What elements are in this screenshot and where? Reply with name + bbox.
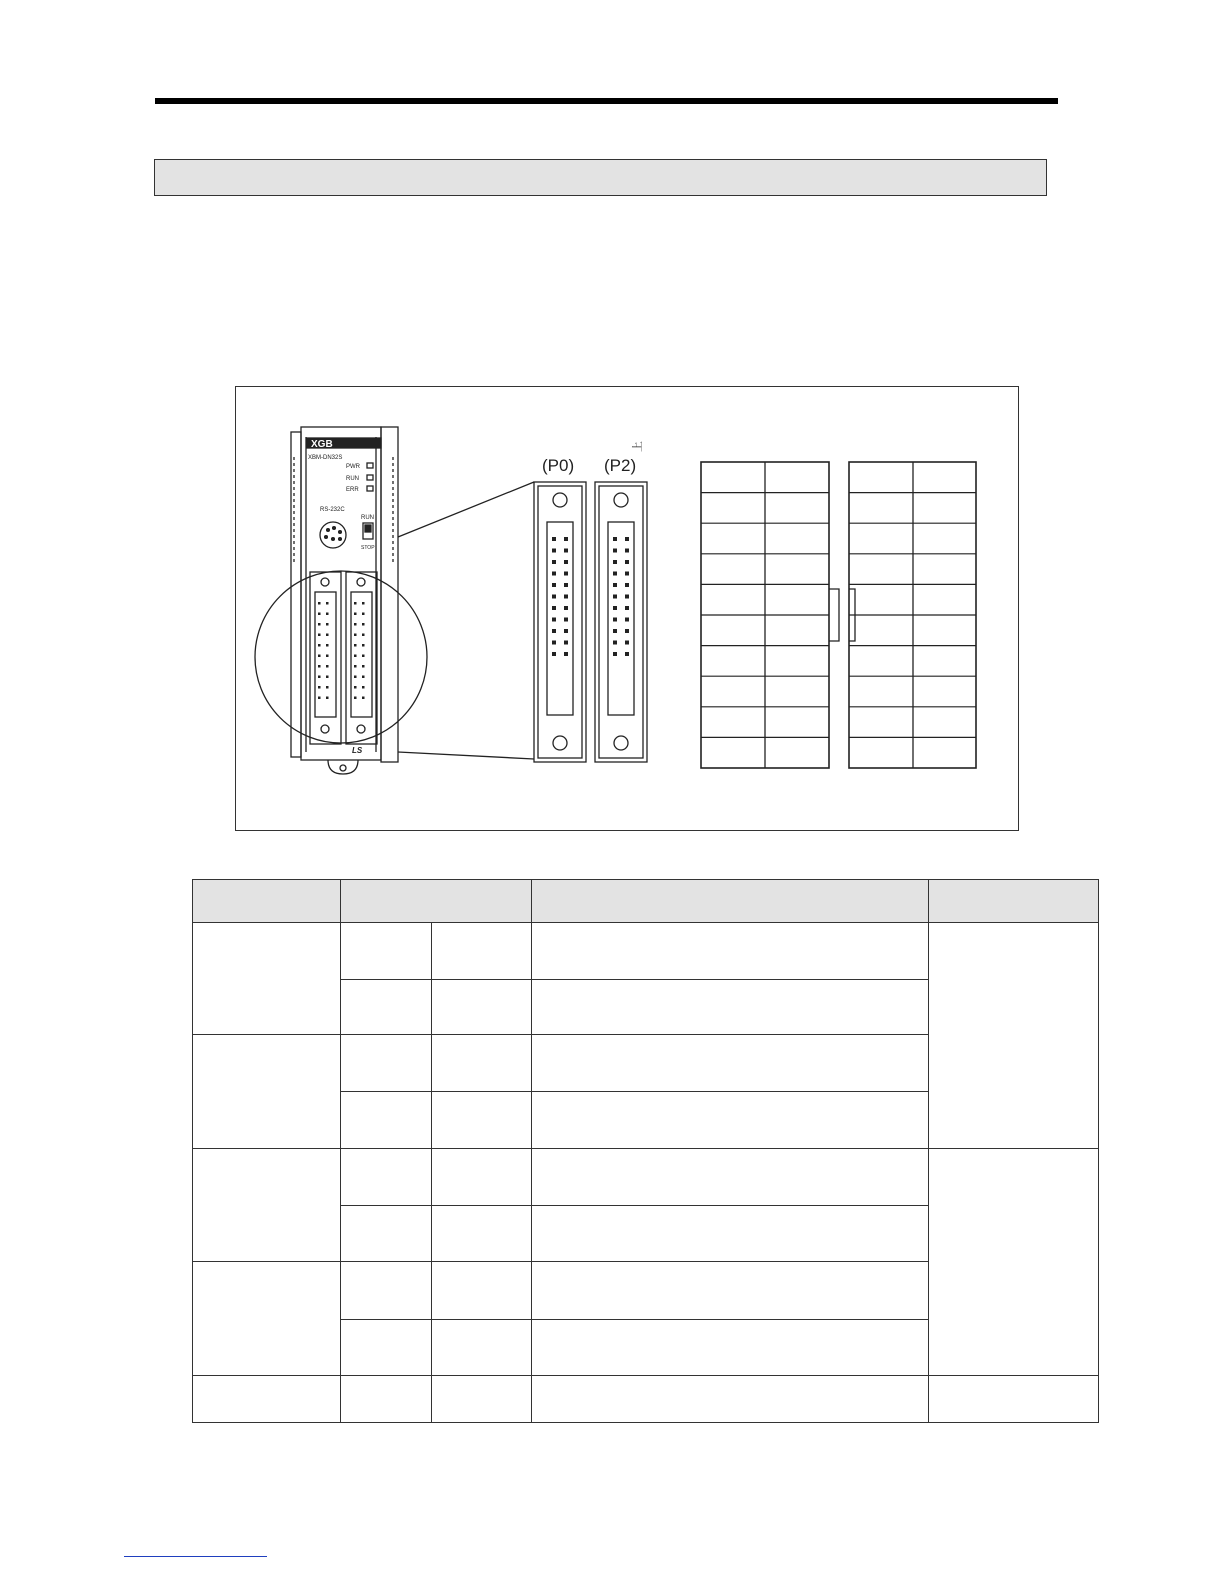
pin-dot	[625, 549, 629, 553]
plc-module-drawing	[255, 427, 534, 774]
table-cell	[432, 1376, 532, 1423]
table-cell	[341, 980, 432, 1035]
pin-dot	[564, 641, 568, 645]
pin-dot	[362, 697, 365, 700]
pin-dot	[318, 655, 321, 658]
pin-dot	[552, 537, 556, 541]
pin-dot	[613, 560, 617, 564]
pin-dot	[354, 613, 357, 616]
led-run-label: RUN	[346, 476, 359, 482]
table-row	[193, 1149, 1099, 1206]
pin-dot	[552, 560, 556, 564]
spec-table	[192, 879, 1099, 1423]
pin-dot	[326, 655, 329, 658]
pin-dot	[625, 618, 629, 622]
pin-dot	[318, 697, 321, 700]
table-header-cell	[341, 880, 532, 923]
table-cell	[532, 1206, 929, 1262]
pin-dot	[564, 572, 568, 576]
switch-stop-label: STOP	[361, 545, 375, 551]
connector-p2-drawing	[595, 482, 647, 762]
pin-dot	[354, 644, 357, 647]
pin-dot	[326, 665, 329, 668]
table-header-cell	[532, 880, 929, 923]
pin-dot	[564, 583, 568, 587]
pin-dot	[318, 634, 321, 637]
pin-dot	[613, 549, 617, 553]
rs232-label: RS-232C	[320, 507, 345, 513]
pin-dot	[613, 629, 617, 633]
footer-link-underline[interactable]	[124, 1556, 267, 1557]
pin-dot	[552, 629, 556, 633]
pin-dot	[625, 537, 629, 541]
table-cell	[341, 923, 432, 980]
table-cell	[432, 1262, 532, 1320]
table-header-cell	[929, 880, 1099, 923]
pin-dot	[564, 606, 568, 610]
pin-dot	[625, 641, 629, 645]
connector-p2-label: (P2)	[604, 456, 637, 475]
pin-dot	[625, 595, 629, 599]
pin-dot	[326, 623, 329, 626]
pin-dot	[318, 602, 321, 605]
pin-dot	[613, 641, 617, 645]
pin-dot	[564, 537, 568, 541]
module-brand: XGB	[311, 439, 333, 450]
plc-connector-diagram	[236, 387, 1020, 832]
pin-dot	[613, 652, 617, 656]
table-cell	[341, 1376, 432, 1423]
pin-dot	[552, 606, 556, 610]
table-cell	[929, 1376, 1099, 1423]
pin-dot	[613, 572, 617, 576]
pin-dot	[552, 652, 556, 656]
table-cell	[432, 1092, 532, 1149]
pin-dot	[564, 618, 568, 622]
table-cell	[929, 923, 1099, 1149]
pin-dot	[354, 623, 357, 626]
pin-dot	[625, 652, 629, 656]
pin-dot	[613, 537, 617, 541]
table-cell	[341, 1035, 432, 1092]
table-cell	[532, 1092, 929, 1149]
table-cell	[532, 1320, 929, 1376]
connector-p0-label: (P0)	[542, 456, 575, 475]
pin-dot	[625, 583, 629, 587]
pin-dot	[354, 665, 357, 668]
pin-dot	[354, 686, 357, 689]
module-model: XBM-DN32S	[308, 455, 343, 461]
pin-dot	[362, 634, 365, 637]
pin-dot	[564, 629, 568, 633]
table-cell	[432, 1320, 532, 1376]
pin-dot	[625, 606, 629, 610]
pin-dot	[552, 618, 556, 622]
pin-dot	[564, 652, 568, 656]
table-row	[193, 1376, 1099, 1423]
pin-dot	[625, 560, 629, 564]
pin-dot	[318, 623, 321, 626]
led-pwr-label: PWR	[346, 464, 360, 470]
pin-dot	[552, 549, 556, 553]
pin-dot	[354, 634, 357, 637]
connector-p0-drawing	[534, 482, 586, 762]
pin-dot	[362, 644, 365, 647]
table-cell	[532, 923, 929, 980]
pin-dot	[362, 655, 365, 658]
pin-dot	[362, 676, 365, 679]
header-rule	[155, 98, 1058, 104]
table-cell	[193, 1376, 341, 1423]
table-cell	[432, 923, 532, 980]
table-cell	[432, 1035, 532, 1092]
pin-dot	[354, 655, 357, 658]
pin-dot	[354, 697, 357, 700]
pin-dot	[318, 665, 321, 668]
pin-dot	[625, 629, 629, 633]
pin-dot	[613, 606, 617, 610]
pin-dot	[362, 665, 365, 668]
table-header-cell	[193, 880, 341, 923]
section-title-bar	[154, 159, 1047, 196]
connector-figure	[235, 386, 1019, 831]
table-cell	[193, 923, 341, 1035]
table-row	[193, 923, 1099, 980]
pin-dot	[318, 676, 321, 679]
pin-dot	[625, 572, 629, 576]
pin-dot	[564, 595, 568, 599]
orientation-mark: 上	[631, 441, 644, 452]
switch-run-label: RUN	[361, 515, 374, 521]
ls-logo: LS	[352, 746, 363, 755]
table-cell	[341, 1092, 432, 1149]
table-cell	[532, 1376, 929, 1423]
table-cell	[432, 1206, 532, 1262]
pin-dot	[362, 602, 365, 605]
pin-dot	[318, 613, 321, 616]
table-cell	[193, 1262, 341, 1376]
pin-dot	[564, 560, 568, 564]
table-header-row	[193, 880, 1099, 923]
table-cell	[532, 1149, 929, 1206]
table-cell	[432, 980, 532, 1035]
pin-dot	[326, 634, 329, 637]
pin-dot	[318, 644, 321, 647]
pin-dot	[354, 602, 357, 605]
pin-dot	[552, 583, 556, 587]
table-cell	[532, 1035, 929, 1092]
pin-dot	[326, 644, 329, 647]
table-cell	[341, 1149, 432, 1206]
led-err-label: ERR	[346, 487, 359, 493]
pin-dot	[564, 549, 568, 553]
table-cell	[432, 1149, 532, 1206]
pin-dot	[613, 618, 617, 622]
pin-dot	[362, 613, 365, 616]
pin-dot	[362, 623, 365, 626]
pin-dot	[326, 686, 329, 689]
pin-dot	[552, 641, 556, 645]
pin-dot	[613, 595, 617, 599]
table-cell	[929, 1149, 1099, 1376]
pin-dot	[362, 686, 365, 689]
pin-dot	[318, 686, 321, 689]
pin-dot	[326, 697, 329, 700]
pin-dot	[326, 602, 329, 605]
pin-dot	[354, 676, 357, 679]
pin-dot	[552, 572, 556, 576]
table-cell	[193, 1035, 341, 1149]
table-cell	[532, 1262, 929, 1320]
table-cell	[532, 980, 929, 1035]
table-cell	[341, 1320, 432, 1376]
table-cell	[341, 1206, 432, 1262]
pin-dot	[552, 595, 556, 599]
pin-dot	[326, 676, 329, 679]
table-cell	[341, 1262, 432, 1320]
table-cell	[193, 1149, 341, 1262]
pin-dot	[326, 613, 329, 616]
pin-dot	[613, 583, 617, 587]
